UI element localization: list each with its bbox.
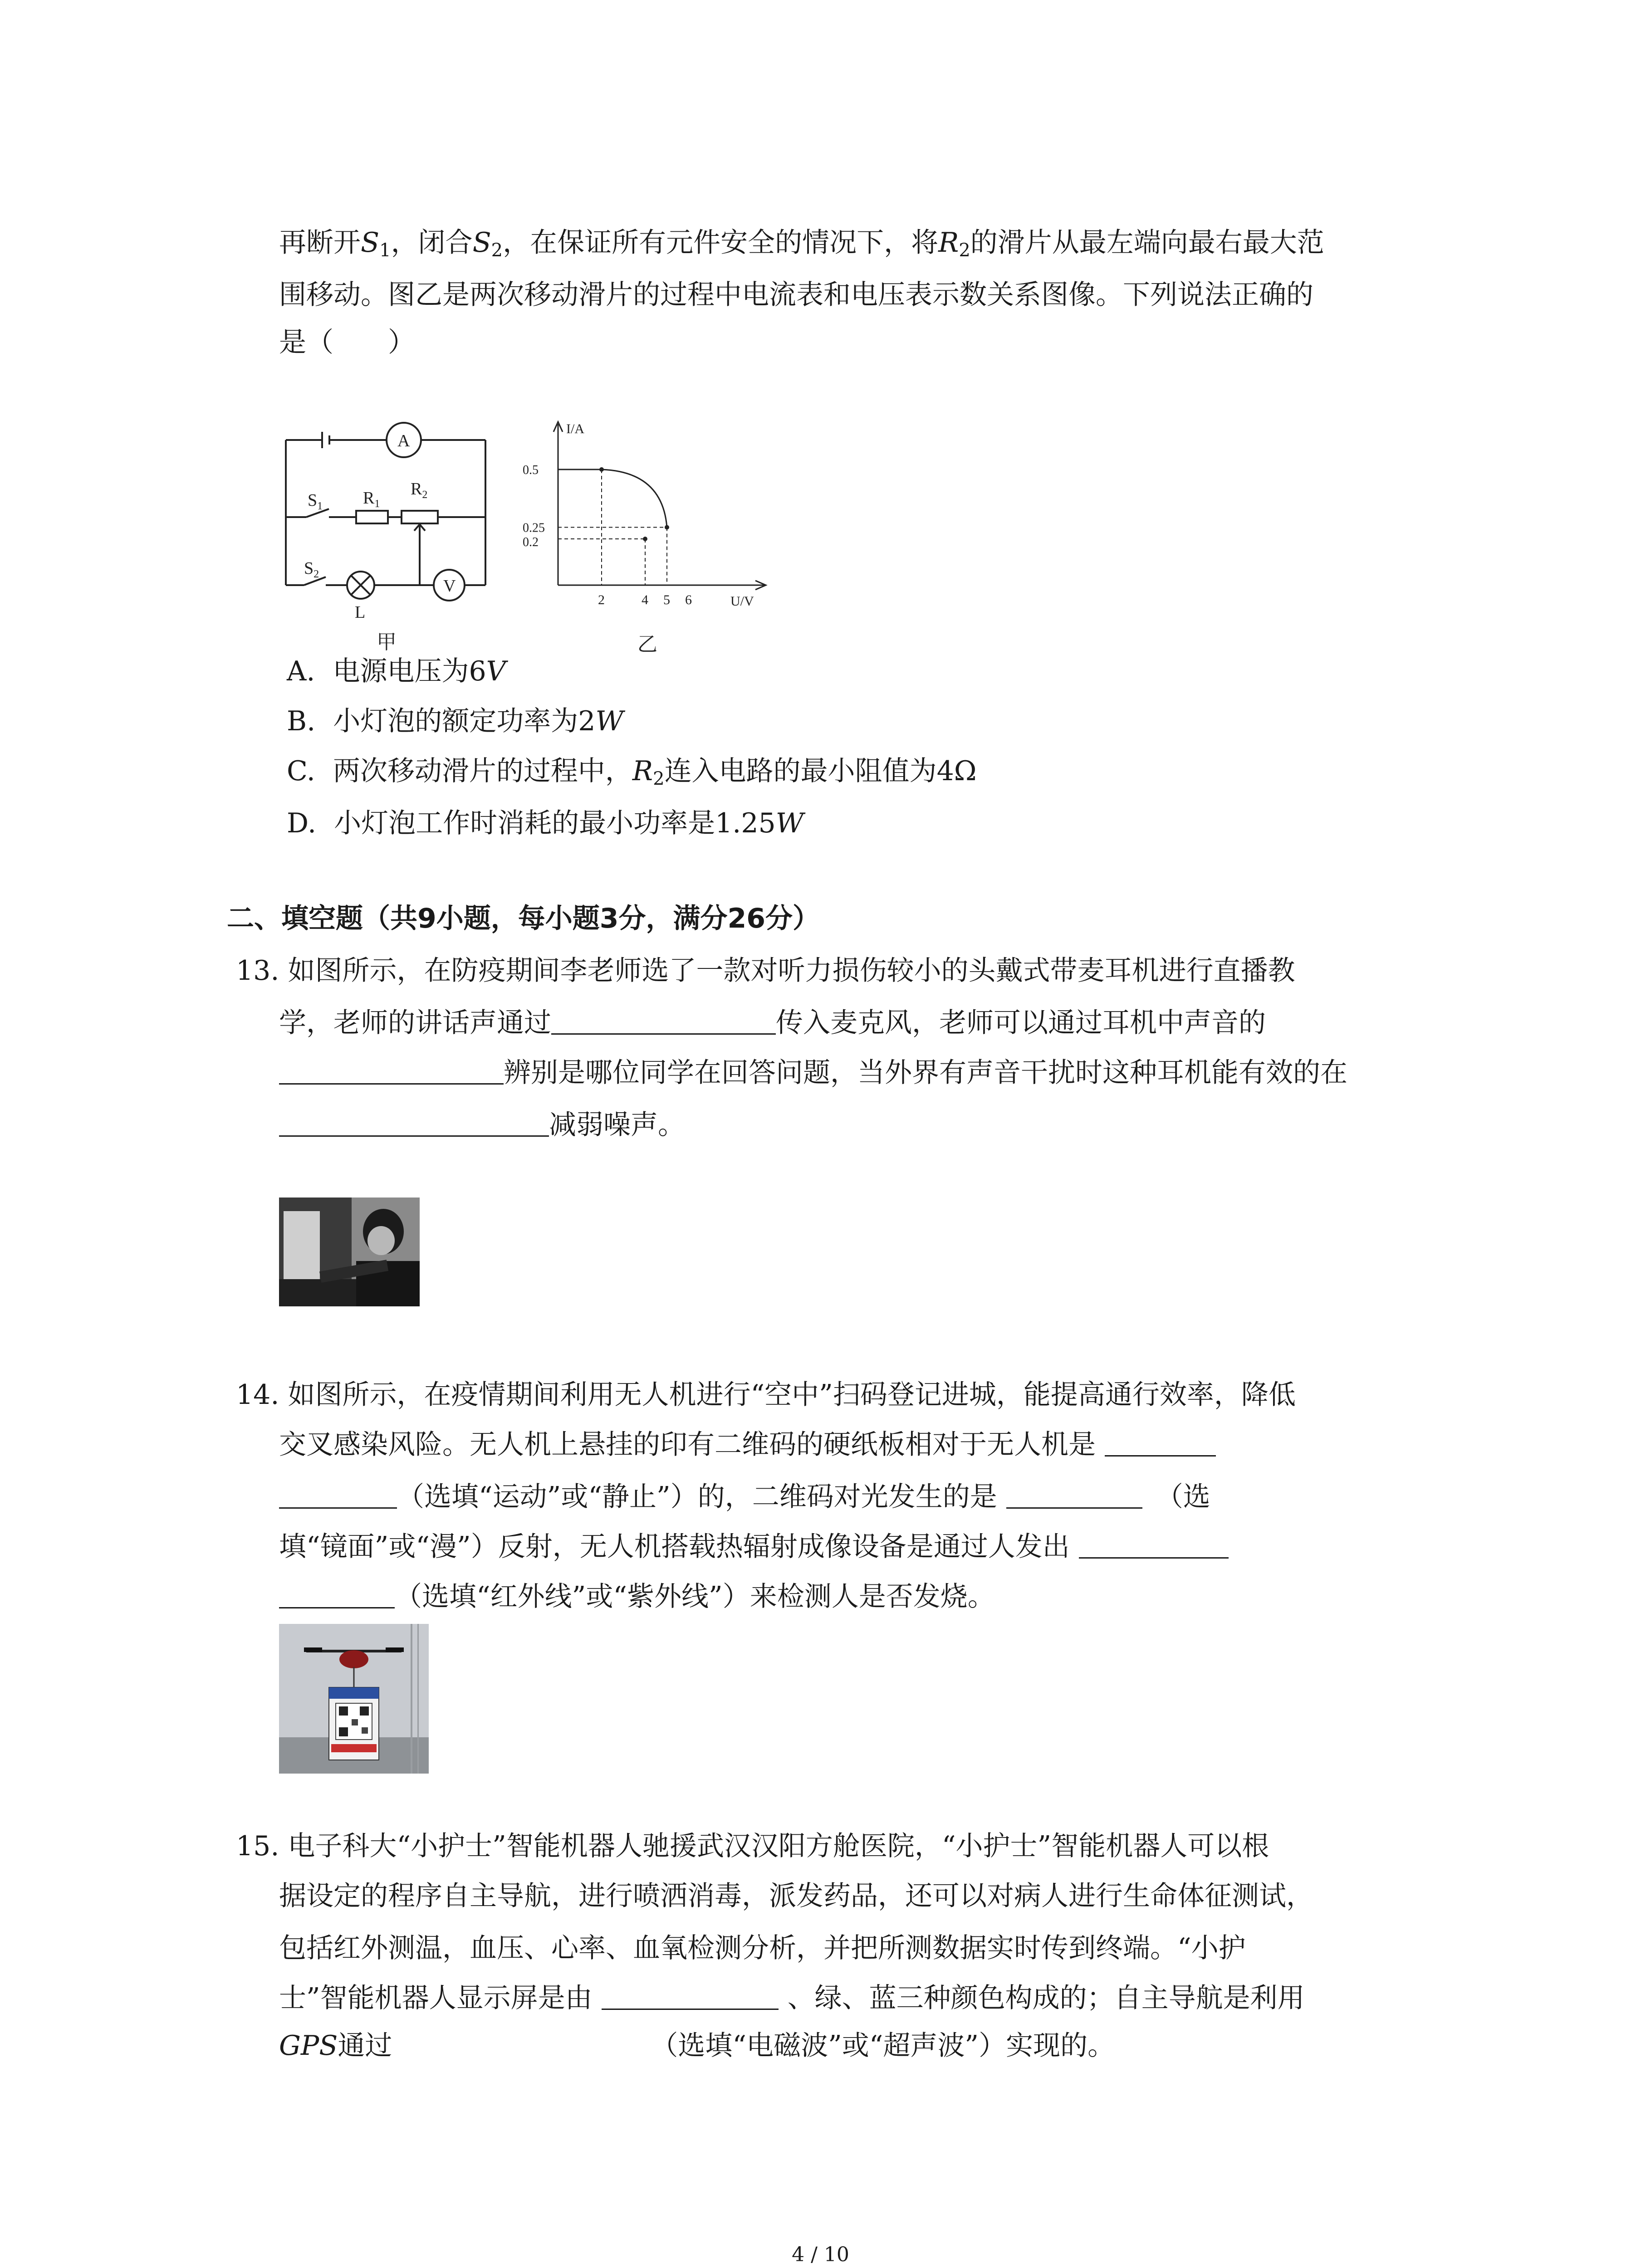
text: 通过 bbox=[338, 2030, 392, 2062]
section-title bbox=[227, 900, 820, 937]
r1-label: $R_1$ bbox=[363, 489, 380, 510]
gps-text: GPS bbox=[279, 2030, 338, 2062]
text: 士”智能机器人显示屏是由 bbox=[279, 1982, 593, 2014]
option-a bbox=[287, 653, 506, 689]
intro-line-3 bbox=[279, 324, 415, 361]
answer-blank[interactable] bbox=[279, 1056, 504, 1085]
r2-label: $R_2$ bbox=[411, 479, 428, 501]
y-tick-label: 0.2 bbox=[523, 535, 539, 549]
question-number: 13. bbox=[236, 955, 279, 987]
text: 包括红外测温，血压、心率、血氧检测分析，并把所测数据实时传到终端。“小护 bbox=[279, 1932, 1246, 1964]
text: 再断开 bbox=[279, 227, 361, 259]
text: 围移动。图乙是两次移动滑片的过程中电流表和电压表示数关系图像。下列说法正确的 bbox=[279, 279, 1313, 311]
option-label: C. bbox=[287, 755, 315, 787]
drone-photo bbox=[279, 1624, 429, 1774]
circuit-diagram bbox=[272, 408, 508, 653]
ammeter-label: A bbox=[397, 431, 410, 450]
s2-label: $S_2$ bbox=[304, 559, 319, 580]
text: 小灯泡工作时消耗的最小功率是 bbox=[334, 807, 715, 839]
circuit-caption: 甲 bbox=[377, 631, 397, 653]
q14-line-4 bbox=[279, 1529, 1229, 1565]
r1-resistor bbox=[356, 511, 388, 523]
text: 如图所示，在防疫期间李老师选了一款对听力损伤较小的头戴式带麦耳机进行直播教 bbox=[288, 955, 1295, 987]
text: 、绿、蓝三种颜色构成的；自主导航是利用 bbox=[787, 1982, 1305, 2014]
text: （选填“红外线”或“紫外线”）来检测人是否发烧。 bbox=[395, 1581, 995, 1613]
text: 减弱噪声。 bbox=[549, 1109, 685, 1141]
text: 连入电路的最小阻值为 bbox=[664, 755, 937, 787]
q13-line-1 bbox=[236, 953, 1295, 989]
x-tick-label: 4 bbox=[642, 592, 648, 607]
q13-line-4 bbox=[279, 1107, 685, 1143]
subscript: 2 bbox=[653, 768, 665, 789]
answer-blank[interactable] bbox=[551, 1006, 776, 1035]
data-point bbox=[599, 467, 604, 472]
unit: W bbox=[595, 705, 624, 737]
text: ，闭合 bbox=[391, 227, 473, 259]
option-c bbox=[287, 753, 976, 797]
q15-line-2 bbox=[279, 1878, 1313, 1914]
graph-caption: 乙 bbox=[637, 633, 657, 653]
option-b bbox=[287, 703, 623, 739]
x-tick-label: 5 bbox=[663, 592, 670, 607]
value: 6 bbox=[469, 655, 486, 687]
page-number: 4 / 10 bbox=[792, 2243, 849, 2266]
symbol: S bbox=[361, 227, 380, 259]
x-tick-label: 2 bbox=[598, 592, 605, 607]
answer-blank[interactable] bbox=[1006, 1480, 1142, 1509]
text: 是（ ） bbox=[279, 327, 415, 358]
answer-blank[interactable] bbox=[279, 1480, 397, 1509]
subscript: 1 bbox=[379, 240, 391, 261]
y-tick-label: 0.25 bbox=[523, 521, 545, 535]
text: 二、填空题（共9小题，每小题3分，满分26分） bbox=[227, 903, 820, 934]
subscript: 2 bbox=[491, 240, 503, 261]
unit: V bbox=[486, 655, 506, 687]
question-number: 14. bbox=[236, 1379, 279, 1411]
value: 2 bbox=[578, 705, 596, 737]
text: 传入麦克风，老师可以通过耳机中声音的 bbox=[776, 1007, 1266, 1039]
text: 学，老师的讲话声通过 bbox=[279, 1007, 551, 1039]
text: 交叉感染风险。无人机上悬挂的印有二维码的硬纸板相对于无人机是 bbox=[279, 1429, 1096, 1461]
r2-rheostat bbox=[402, 511, 438, 523]
answer-blank[interactable] bbox=[602, 1981, 779, 2010]
value: 1.25 bbox=[715, 807, 776, 839]
option-d bbox=[287, 805, 803, 841]
text: （选 bbox=[1156, 1481, 1210, 1513]
text: 填“镜面”或“漫”）反射，无人机搭载热辐射成像设备是通过人发出 bbox=[279, 1531, 1070, 1563]
x-axis-label: U/V bbox=[730, 594, 754, 609]
answer-blank[interactable] bbox=[279, 1108, 549, 1137]
question-number: 15. bbox=[236, 1830, 279, 1862]
q14-line-1 bbox=[236, 1377, 1296, 1413]
text: 两次移动滑片的过程中， bbox=[333, 755, 632, 787]
symbol: R bbox=[938, 227, 959, 259]
text: 据设定的程序自主导航，进行喷洒消毒，派发药品，还可以对病人进行生命体征测试， bbox=[279, 1880, 1313, 1912]
text: （选填“电磁波”或“超声波”）实现的。 bbox=[651, 2030, 1115, 2062]
option-label: A. bbox=[287, 655, 315, 687]
q14-line-5 bbox=[279, 1579, 995, 1615]
text: 电源电压为 bbox=[333, 655, 469, 687]
lamp-label: L bbox=[355, 603, 366, 622]
answer-blank[interactable] bbox=[1105, 1428, 1216, 1457]
subscript: 2 bbox=[959, 240, 970, 261]
y-tick-label: 0.5 bbox=[523, 463, 539, 477]
option-label: B. bbox=[287, 705, 316, 737]
option-label: D. bbox=[287, 807, 317, 839]
text: 的滑片从最左端向最右最大范 bbox=[970, 227, 1324, 259]
intro-line-2 bbox=[279, 277, 1313, 313]
text: 电子科大“小护士”智能机器人驰援武汉汉阳方舱医院，“小护士”智能机器人可以根 bbox=[288, 1830, 1269, 1862]
text: （选填“运动”或“静止”）的，二维码对光发生的是 bbox=[397, 1481, 997, 1513]
text: 辨别是哪位同学在回答问题，当外界有声音干扰时这种耳机能有效的在 bbox=[504, 1057, 1347, 1089]
x-tick-label: 6 bbox=[685, 592, 692, 607]
symbol: S bbox=[472, 227, 491, 259]
answer-blank[interactable] bbox=[1079, 1530, 1229, 1559]
value: 4Ω bbox=[936, 755, 977, 787]
q13-line-3 bbox=[279, 1055, 1347, 1091]
teacher-photo bbox=[279, 1198, 420, 1306]
data-point bbox=[665, 525, 669, 530]
q15-line-4 bbox=[279, 1980, 1305, 2016]
answer-blank[interactable] bbox=[279, 1580, 395, 1608]
q14-line-2 bbox=[279, 1427, 1216, 1463]
iv-graph bbox=[513, 408, 794, 653]
text: ，在保证所有元件安全的情况下，将 bbox=[503, 227, 939, 259]
q15-line-1 bbox=[236, 1828, 1269, 1864]
intro-line-1 bbox=[279, 225, 1324, 269]
text: 如图所示，在疫情期间利用无人机进行“空中”扫码登记进城，能提高通行效率，降低 bbox=[288, 1379, 1296, 1411]
y-axis-label: I/A bbox=[566, 421, 584, 436]
series-curve bbox=[558, 469, 667, 528]
voltmeter-label: V bbox=[443, 577, 456, 596]
q15-line-5 bbox=[279, 2028, 1115, 2064]
q14-line-3 bbox=[279, 1479, 1210, 1515]
symbol: R bbox=[632, 755, 653, 787]
q15-line-3 bbox=[279, 1930, 1246, 1966]
q13-line-2 bbox=[279, 1005, 1266, 1041]
text: 小灯泡的额定功率为 bbox=[333, 705, 578, 737]
data-point bbox=[643, 537, 647, 541]
unit: W bbox=[775, 807, 804, 839]
s1-label: $S_1$ bbox=[308, 491, 323, 512]
